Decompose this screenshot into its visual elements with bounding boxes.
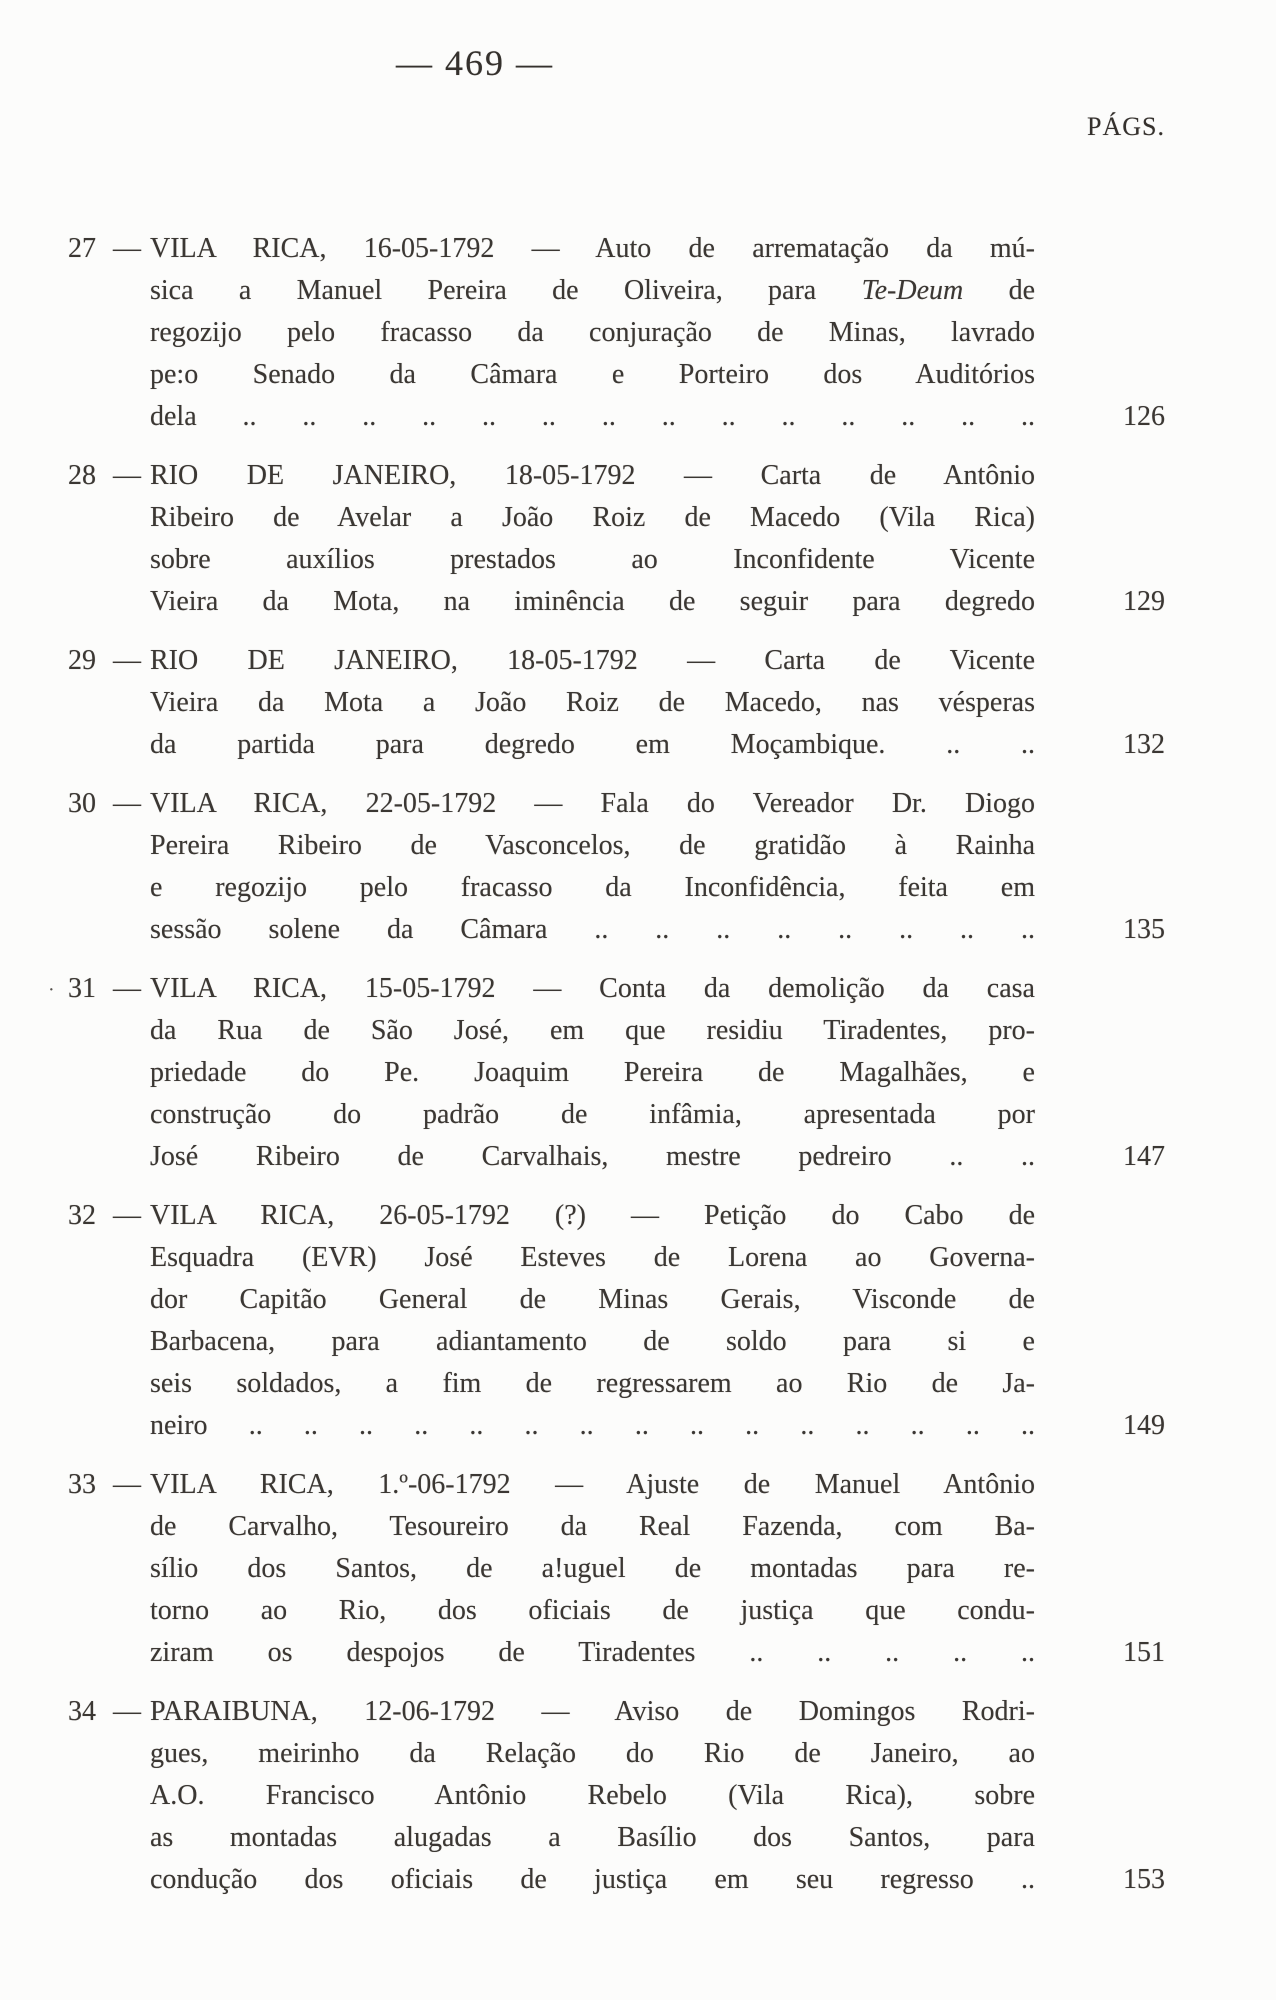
entry-text-line — [150, 1733, 1035, 1775]
entry-text-line — [150, 825, 1035, 867]
entry-text-segment: da partida para degredo em Moçambique. .. .. — [150, 729, 1035, 760]
entry-text-line — [150, 724, 1035, 766]
entry-text-segment: de — [963, 275, 1035, 306]
entry-page-number: 149 — [1123, 1410, 1165, 1441]
entry-text-segment: Barbacena, para adiantamento de soldo para si e — [150, 1326, 1035, 1357]
entry-dash: — — [113, 1200, 141, 1231]
entry-text-segment: A.O. Francisco Antônio Rebelo (Vila Rica), sobre — [150, 1780, 1035, 1811]
entry-text-italic-segment: Te-Deum — [861, 275, 964, 306]
entry-text-segment: RIO DE JANEIRO, 18-05-1792 — Carta de Antônio — [150, 460, 1035, 491]
entry-text-segment: da Rua de São José, em que residiu Tiradentes, pro- — [150, 1015, 1035, 1046]
entry-number: 34 — [68, 1696, 96, 1727]
entry-text-segment: VILA RICA, 15-05-1792 — Conta da demolição da casa — [150, 973, 1035, 1004]
entry-text-segment: condução dos oficiais de justiça em seu regresso .. — [150, 1864, 1035, 1895]
entry-prefix-mark — [48, 228, 68, 438]
entry-text — [150, 1464, 1035, 1674]
entry-page-number: 132 — [1123, 729, 1165, 760]
entry-text-line — [150, 1859, 1035, 1901]
toc-entry — [48, 1691, 1165, 1901]
entry-text-segment: as montadas alugadas a Basílio dos Santos, para — [150, 1822, 1035, 1853]
entry-number: 30 — [68, 788, 96, 819]
entry-text-segment: neiro .. .. .. .. .. .. .. .. .. .. .. .. .. .. .. — [150, 1410, 1035, 1441]
toc-entry — [48, 1195, 1165, 1447]
entry-text-segment: sessão solene da Câmara .. .. .. .. .. .. .. .. — [150, 914, 1035, 945]
entry-text-line — [150, 539, 1035, 581]
entry-text-line — [150, 1363, 1035, 1405]
entry-text-segment: de Carvalho, Tesoureiro da Real Fazenda, com Ba- — [150, 1511, 1035, 1542]
entry-text-segment: construção do padrão de infâmia, apresentada por — [150, 1099, 1035, 1130]
entry-text-segment: regozijo pelo fracasso da conjuração de Minas, lavrado — [150, 317, 1035, 348]
entry-text-line — [150, 1464, 1035, 1506]
entry-text-segment: e regozijo pelo fracasso da Inconfidência, feita em — [150, 872, 1035, 903]
entry-text-segment: VILA RICA, 16-05-1792 — Auto de arrematação da mú- — [150, 233, 1035, 264]
entry-text-segment: ziram os despojos de Tiradentes .. .. .. .. .. — [150, 1637, 1035, 1668]
entry-prefix-mark: · — [48, 979, 55, 1001]
entry-page-number: 151 — [1123, 1637, 1165, 1668]
entry-text-segment: Vieira da Mota, na iminência de seguir para degredo — [150, 586, 1035, 617]
entry-text-line — [150, 783, 1035, 825]
entry-page-number: 129 — [1123, 586, 1165, 617]
entry-number: 33 — [68, 1469, 96, 1500]
entry-number: 28 — [68, 460, 96, 491]
entry-prefix-mark — [48, 783, 68, 951]
entry-text-line — [150, 354, 1035, 396]
entry-page-number: 126 — [1123, 401, 1165, 432]
entry-text-line — [150, 682, 1035, 724]
page-number-heading: — 469 — — [396, 43, 554, 83]
entry-dash: — — [113, 460, 141, 491]
entry-number: 29 — [68, 645, 96, 676]
entry-text-line — [150, 1775, 1035, 1817]
toc-entry — [48, 640, 1165, 766]
entry-text-segment: Pereira Ribeiro de Vasconcelos, de gratidão à Rainha — [150, 830, 1035, 861]
entry-text-line — [150, 1506, 1035, 1548]
entry-text-segment: priedade do Pe. Joaquim Pereira de Magalhães, e — [150, 1057, 1035, 1088]
entry-text-segment: seis soldados, a fim de regressarem ao Rio de Ja- — [150, 1368, 1035, 1399]
entry-text-line — [150, 968, 1035, 1010]
entry-text-segment: VILA RICA, 22-05-1792 — Fala do Vereador Dr. Diogo — [150, 788, 1035, 819]
entry-prefix-mark — [48, 1691, 68, 1901]
entry-number: 27 — [68, 233, 96, 264]
entry-text-line — [150, 497, 1035, 539]
entry-text-line — [150, 228, 1035, 270]
entry-text-line — [150, 312, 1035, 354]
entry-text-line — [150, 1094, 1035, 1136]
entry-page-number: 147 — [1123, 1141, 1165, 1172]
entry-text-segment: Esquadra (EVR) José Esteves de Lorena ao Governa- — [150, 1242, 1035, 1273]
entry-text-line — [150, 270, 1035, 312]
entry-text-line — [150, 909, 1035, 951]
entry-text-line — [150, 581, 1035, 623]
entry-text-line — [150, 1632, 1035, 1674]
entry-text — [150, 455, 1035, 623]
entry-text-line — [150, 1321, 1035, 1363]
entry-text-segment: dela .. .. .. .. .. .. .. .. .. .. .. .. .. .. — [150, 401, 1035, 432]
entry-text-line — [150, 1590, 1035, 1632]
entry-text — [150, 228, 1035, 438]
toc-entry — [48, 1464, 1165, 1674]
entry-text-line — [150, 1817, 1035, 1859]
entry-prefix-mark — [48, 640, 68, 766]
entry-dash: — — [113, 788, 141, 819]
entry-text-line — [150, 396, 1035, 438]
entry-text-line — [150, 1052, 1035, 1094]
toc-entry — [48, 968, 1165, 1178]
entry-text-segment: Vieira da Mota a João Roiz de Macedo, nas vésperas — [150, 687, 1035, 718]
entry-text-line — [150, 1010, 1035, 1052]
entry-prefix-mark — [48, 455, 68, 623]
entry-text-line — [150, 867, 1035, 909]
entry-dash: — — [113, 233, 141, 264]
entry-text-line — [150, 1136, 1035, 1178]
entry-text-segment: dor Capitão General de Minas Gerais, Visconde de — [150, 1284, 1035, 1315]
entry-text-line — [150, 1195, 1035, 1237]
entry-text-line — [150, 1405, 1035, 1447]
entry-text-line — [150, 1548, 1035, 1590]
entry-dash: — — [113, 645, 141, 676]
entry-text-segment: torno ao Rio, dos oficiais de justiça que condu- — [150, 1595, 1035, 1626]
entry-text-segment: VILA RICA, 26-05-1792 (?) — Petição do Cabo de — [150, 1200, 1035, 1231]
entry-page-number: 153 — [1123, 1864, 1165, 1895]
entry-number: 31 — [68, 973, 96, 1004]
entry-text-segment: sobre auxílios prestados ao Inconfidente Vicente — [150, 544, 1035, 575]
entry-text-segment: pe:o Senado da Câmara e Porteiro dos Auditórios — [150, 359, 1035, 390]
entry-text-segment: PARAIBUNA, 12-06-1792 — Aviso de Domingos Rodri- — [150, 1696, 1035, 1727]
entry-text — [150, 968, 1035, 1178]
entry-text-line — [150, 1237, 1035, 1279]
entry-prefix-mark — [48, 1464, 68, 1674]
entry-dash: — — [113, 1696, 141, 1727]
entry-text-line — [150, 1691, 1035, 1733]
entry-text — [150, 1691, 1035, 1901]
entry-text — [150, 1195, 1035, 1447]
entry-text-line — [150, 640, 1035, 682]
pags-column-label: PÁGS. — [1087, 112, 1165, 141]
entry-text-segment: sílio dos Santos, de a!uguel de montadas para re- — [150, 1553, 1035, 1584]
entry-text-line — [150, 1279, 1035, 1321]
entry-text-segment: gues, meirinho da Relação do Rio de Janeiro, ao — [150, 1738, 1035, 1769]
entry-text-segment: Ribeiro de Avelar a João Roiz de Macedo (Vila Rica) — [150, 502, 1035, 533]
entry-text-segment: RIO DE JANEIRO, 18-05-1792 — Carta de Vicente — [150, 645, 1035, 676]
toc-entry — [48, 455, 1165, 623]
entry-dash: — — [113, 973, 141, 1004]
entry-text-line — [150, 455, 1035, 497]
toc-entry — [48, 783, 1165, 951]
toc-entries — [48, 0, 1165, 1901]
entry-dash: — — [113, 1469, 141, 1500]
entry-text-segment: sica a Manuel Pereira de Oliveira, para — [150, 275, 862, 306]
entry-text — [150, 640, 1035, 766]
entry-number: 32 — [68, 1200, 96, 1231]
toc-entry — [48, 228, 1165, 438]
entry-text-segment: VILA RICA, 1.º-06-1792 — Ajuste de Manuel Antônio — [150, 1469, 1035, 1500]
entry-text-segment: José Ribeiro de Carvalhais, mestre pedreiro .. .. — [150, 1141, 1035, 1172]
entry-page-number: 135 — [1123, 914, 1165, 945]
entry-prefix-mark — [48, 1195, 68, 1447]
entry-text — [150, 783, 1035, 951]
